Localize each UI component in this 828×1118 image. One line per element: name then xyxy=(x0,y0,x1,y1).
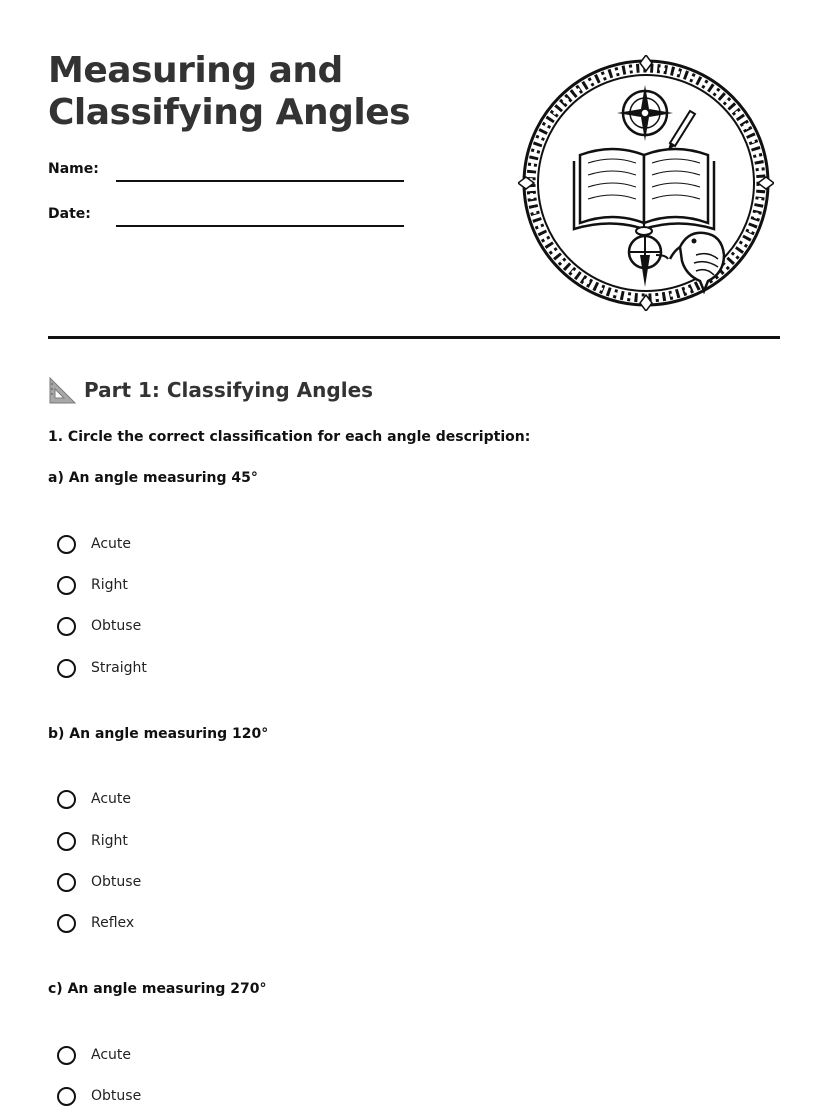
option-label: Acute xyxy=(91,1047,132,1063)
radio-circle[interactable] xyxy=(57,832,76,851)
option-label: Acute xyxy=(91,791,132,807)
date-line[interactable] xyxy=(116,225,404,227)
question-1-instruction: 1. Circle the correct classification for each angle description: xyxy=(48,429,531,445)
radio-circle[interactable] xyxy=(57,576,76,595)
set-square-icon xyxy=(48,376,76,404)
option-label: Reflex xyxy=(91,915,135,931)
option-reflex[interactable] xyxy=(57,910,134,936)
option-right[interactable] xyxy=(57,828,128,854)
worksheet-page xyxy=(48,0,780,1118)
radio-circle[interactable] xyxy=(57,873,76,892)
radio-circle[interactable] xyxy=(57,1046,76,1065)
name-field[interactable] xyxy=(48,160,408,184)
radio-circle[interactable] xyxy=(57,617,76,636)
radio-circle[interactable] xyxy=(57,914,76,933)
compass-rose-icon xyxy=(617,85,673,141)
option-label: Obtuse xyxy=(91,874,142,890)
option-obtuse[interactable] xyxy=(57,613,141,639)
option-obtuse[interactable] xyxy=(57,869,141,895)
option-label: Right xyxy=(91,577,128,593)
option-acute[interactable] xyxy=(57,786,131,812)
option-right[interactable] xyxy=(57,572,128,598)
option-acute[interactable] xyxy=(57,1042,131,1068)
date-label: Date: xyxy=(48,206,91,222)
open-book-icon xyxy=(574,149,714,235)
option-label: Acute xyxy=(91,536,132,552)
title-line-1: Measuring and xyxy=(48,50,343,91)
radio-circle[interactable] xyxy=(57,535,76,554)
option-label: Obtuse xyxy=(91,1088,142,1104)
radio-circle[interactable] xyxy=(57,790,76,809)
option-label: Right xyxy=(91,833,128,849)
option-acute[interactable] xyxy=(57,531,131,557)
option-label: Straight xyxy=(91,660,147,676)
header-divider xyxy=(48,336,780,339)
question-a-prompt: a) An angle measuring 45° xyxy=(48,470,258,486)
pen-icon xyxy=(668,111,695,150)
option-obtuse[interactable] xyxy=(57,1083,141,1109)
question-b-prompt: b) An angle measuring 120° xyxy=(48,726,269,742)
option-straight[interactable] xyxy=(57,655,147,681)
option-label: Obtuse xyxy=(91,618,142,634)
part-1-title: Part 1: Classifying Angles xyxy=(84,378,374,402)
date-field[interactable] xyxy=(48,205,408,229)
radio-circle[interactable] xyxy=(57,1087,76,1106)
scholar-emblem-icon xyxy=(518,55,774,311)
question-c-prompt: c) An angle measuring 270° xyxy=(48,981,267,997)
part-1-heading xyxy=(48,374,373,406)
title-line-2: Classifying Angles xyxy=(48,92,411,133)
page-title xyxy=(48,50,410,134)
globe-arrow-icon xyxy=(629,236,668,287)
name-line[interactable] xyxy=(116,180,404,182)
name-label: Name: xyxy=(48,161,99,177)
radio-circle[interactable] xyxy=(57,659,76,678)
